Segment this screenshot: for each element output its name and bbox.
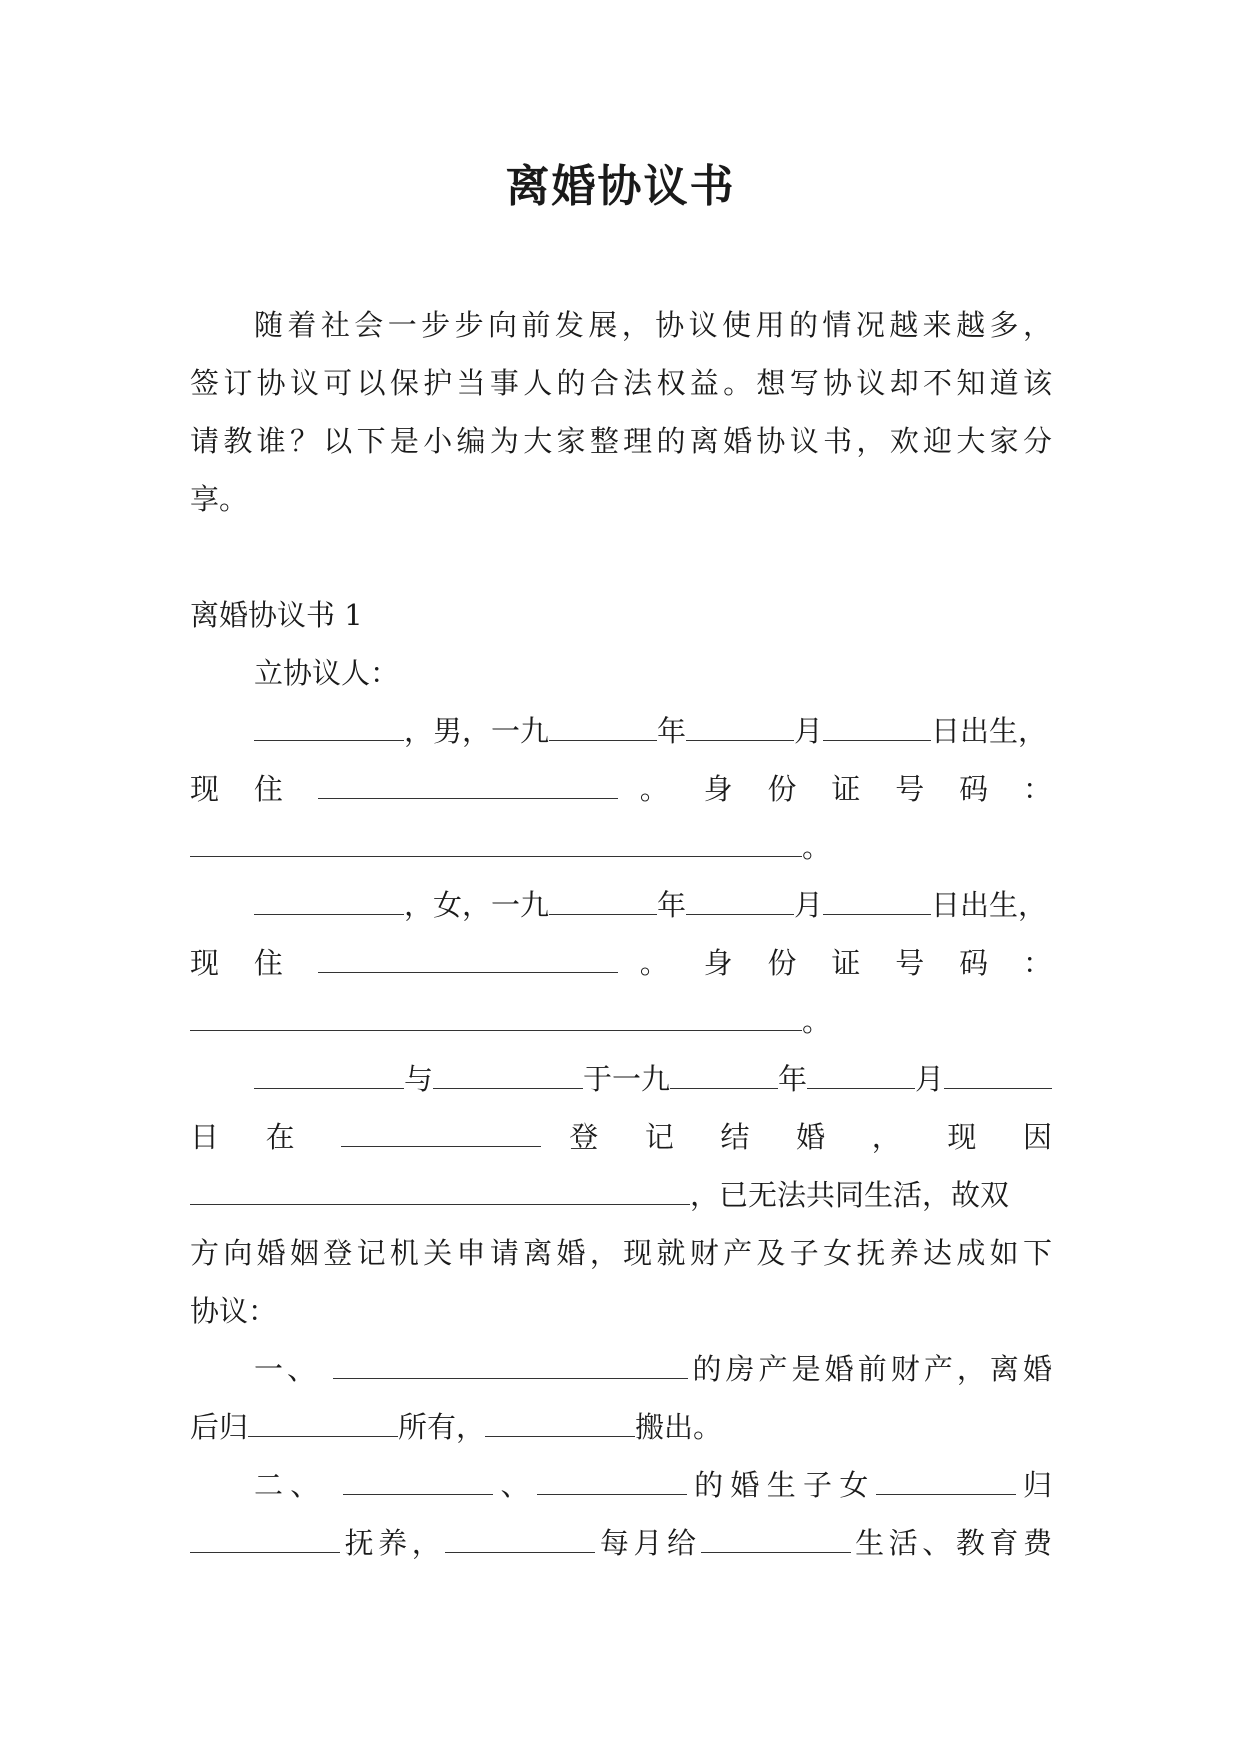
- clause2-amount-blank: [701, 1518, 851, 1553]
- clause2-line-2: [190, 1514, 1052, 1572]
- male-id-label: 。 身 份 证 号 码 ：: [639, 772, 1053, 806]
- marriage-reason-end: ，已无法共同生活，故双: [690, 1178, 1010, 1212]
- male-party-line: [190, 702, 1052, 760]
- intro-line-2: 签订协议可以保护当事人的合法权益。想写协议却不知道该: [190, 366, 1052, 400]
- marriage-line-5: 协议：: [190, 1294, 278, 1328]
- clause2-parent1-blank: [343, 1460, 493, 1495]
- clause1-mover-blank: [485, 1402, 635, 1437]
- male-id-blank: [190, 822, 802, 857]
- document-body: [190, 296, 1052, 1572]
- female-id-blank: [190, 996, 802, 1031]
- male-id-end: 。: [802, 830, 832, 864]
- clause2-parent2-blank: [537, 1460, 687, 1495]
- marriage-year-blank: [670, 1054, 778, 1089]
- female-id-label: 。 身 份 证 号 码 ：: [639, 946, 1053, 980]
- clause2-text2a: 抚养，: [340, 1526, 446, 1560]
- clause1-text2c: 搬出。: [635, 1410, 723, 1444]
- intro-line-1: 随着社会一步步向前发展，协议使用的情况越来越多，: [254, 308, 1052, 342]
- marriage-on: 于一九: [583, 1062, 671, 1096]
- male-birth-text: 日出生，: [931, 714, 1048, 748]
- male-name-blank: [254, 706, 404, 741]
- female-address-line: [190, 934, 1052, 992]
- marriage-line-3: [190, 1166, 1052, 1224]
- male-address-blank: [318, 764, 618, 799]
- marriage-reason-blank: [190, 1170, 690, 1205]
- clause1-line-2: [190, 1398, 1052, 1456]
- marriage-month-blank: [807, 1054, 915, 1089]
- male-month-text: 月: [794, 714, 824, 748]
- clause2-text2c: 生活、教育费: [850, 1526, 1052, 1560]
- female-gender-text: ，女，一九: [404, 888, 550, 922]
- clause1-property-blank: [333, 1344, 688, 1379]
- marriage-year: 年: [778, 1062, 808, 1096]
- parties-label: 立协议人：: [254, 656, 400, 690]
- clause2-sep: 、: [493, 1468, 537, 1502]
- female-party-line: [190, 876, 1052, 934]
- female-day-blank: [823, 880, 931, 915]
- male-gender-text: ，男，一九: [404, 714, 550, 748]
- female-name-blank: [254, 880, 404, 915]
- clause1-text2b: 所有，: [398, 1410, 486, 1444]
- section-heading: 离婚协议书 1: [190, 598, 363, 632]
- intro-line-4: 享。: [190, 482, 249, 516]
- female-address-label: 现 住: [190, 946, 296, 980]
- clause2-payer-blank: [445, 1518, 595, 1553]
- clause2-child-blank: [876, 1460, 1016, 1495]
- female-month-text: 月: [794, 888, 824, 922]
- clause2-text2b: 每月给: [595, 1526, 701, 1560]
- male-day-blank: [823, 706, 931, 741]
- clause1-text2a: 后归: [190, 1410, 249, 1444]
- male-address-line: [190, 760, 1052, 818]
- clause1-num: 一、: [254, 1352, 321, 1386]
- marriage-party1-blank: [254, 1054, 404, 1089]
- male-address-label: 现 住: [190, 772, 296, 806]
- female-year-text: 年: [657, 888, 687, 922]
- marriage-registered: 登 记 结 婚 ， 现 因: [569, 1120, 1053, 1154]
- clause1-line-1: [190, 1340, 1052, 1398]
- marriage-day-at: 日 在: [190, 1120, 314, 1154]
- male-year-blank: [549, 706, 657, 741]
- intro-line-3: 请教谁？以下是小编为大家整理的离婚协议书，欢迎大家分: [190, 424, 1052, 458]
- clause2-text1: 的婚生子女: [686, 1468, 876, 1502]
- male-id-line: [190, 818, 1052, 876]
- marriage-place-blank: [341, 1112, 541, 1147]
- clause2-line-1: [190, 1456, 1052, 1514]
- female-month-blank: [686, 880, 794, 915]
- marriage-with: 与: [404, 1062, 434, 1096]
- marriage-month: 月: [915, 1062, 945, 1096]
- female-address-blank: [318, 938, 618, 973]
- document-title: 离婚协议书: [505, 161, 736, 212]
- female-year-blank: [549, 880, 657, 915]
- clause2-custodian-blank: [190, 1518, 340, 1553]
- clause1-text1: 的房产是婚前财产，离婚: [688, 1352, 1052, 1386]
- male-month-blank: [686, 706, 794, 741]
- clause2-num: 二、: [254, 1468, 327, 1502]
- marriage-party2-blank: [433, 1054, 583, 1089]
- male-year-text: 年: [657, 714, 687, 748]
- marriage-line-1: [190, 1050, 1052, 1108]
- marriage-day-blank: [944, 1054, 1052, 1089]
- clause2-text1b: 归: [1015, 1468, 1052, 1502]
- marriage-line-2: [190, 1108, 1052, 1166]
- marriage-line-4: 方向婚姻登记机关申请离婚，现就财产及子女抚养达成如下: [190, 1236, 1052, 1270]
- female-id-end: 。: [802, 1004, 832, 1038]
- female-id-line: [190, 992, 1052, 1050]
- clause1-owner-blank: [248, 1402, 398, 1437]
- female-birth-text: 日出生，: [931, 888, 1048, 922]
